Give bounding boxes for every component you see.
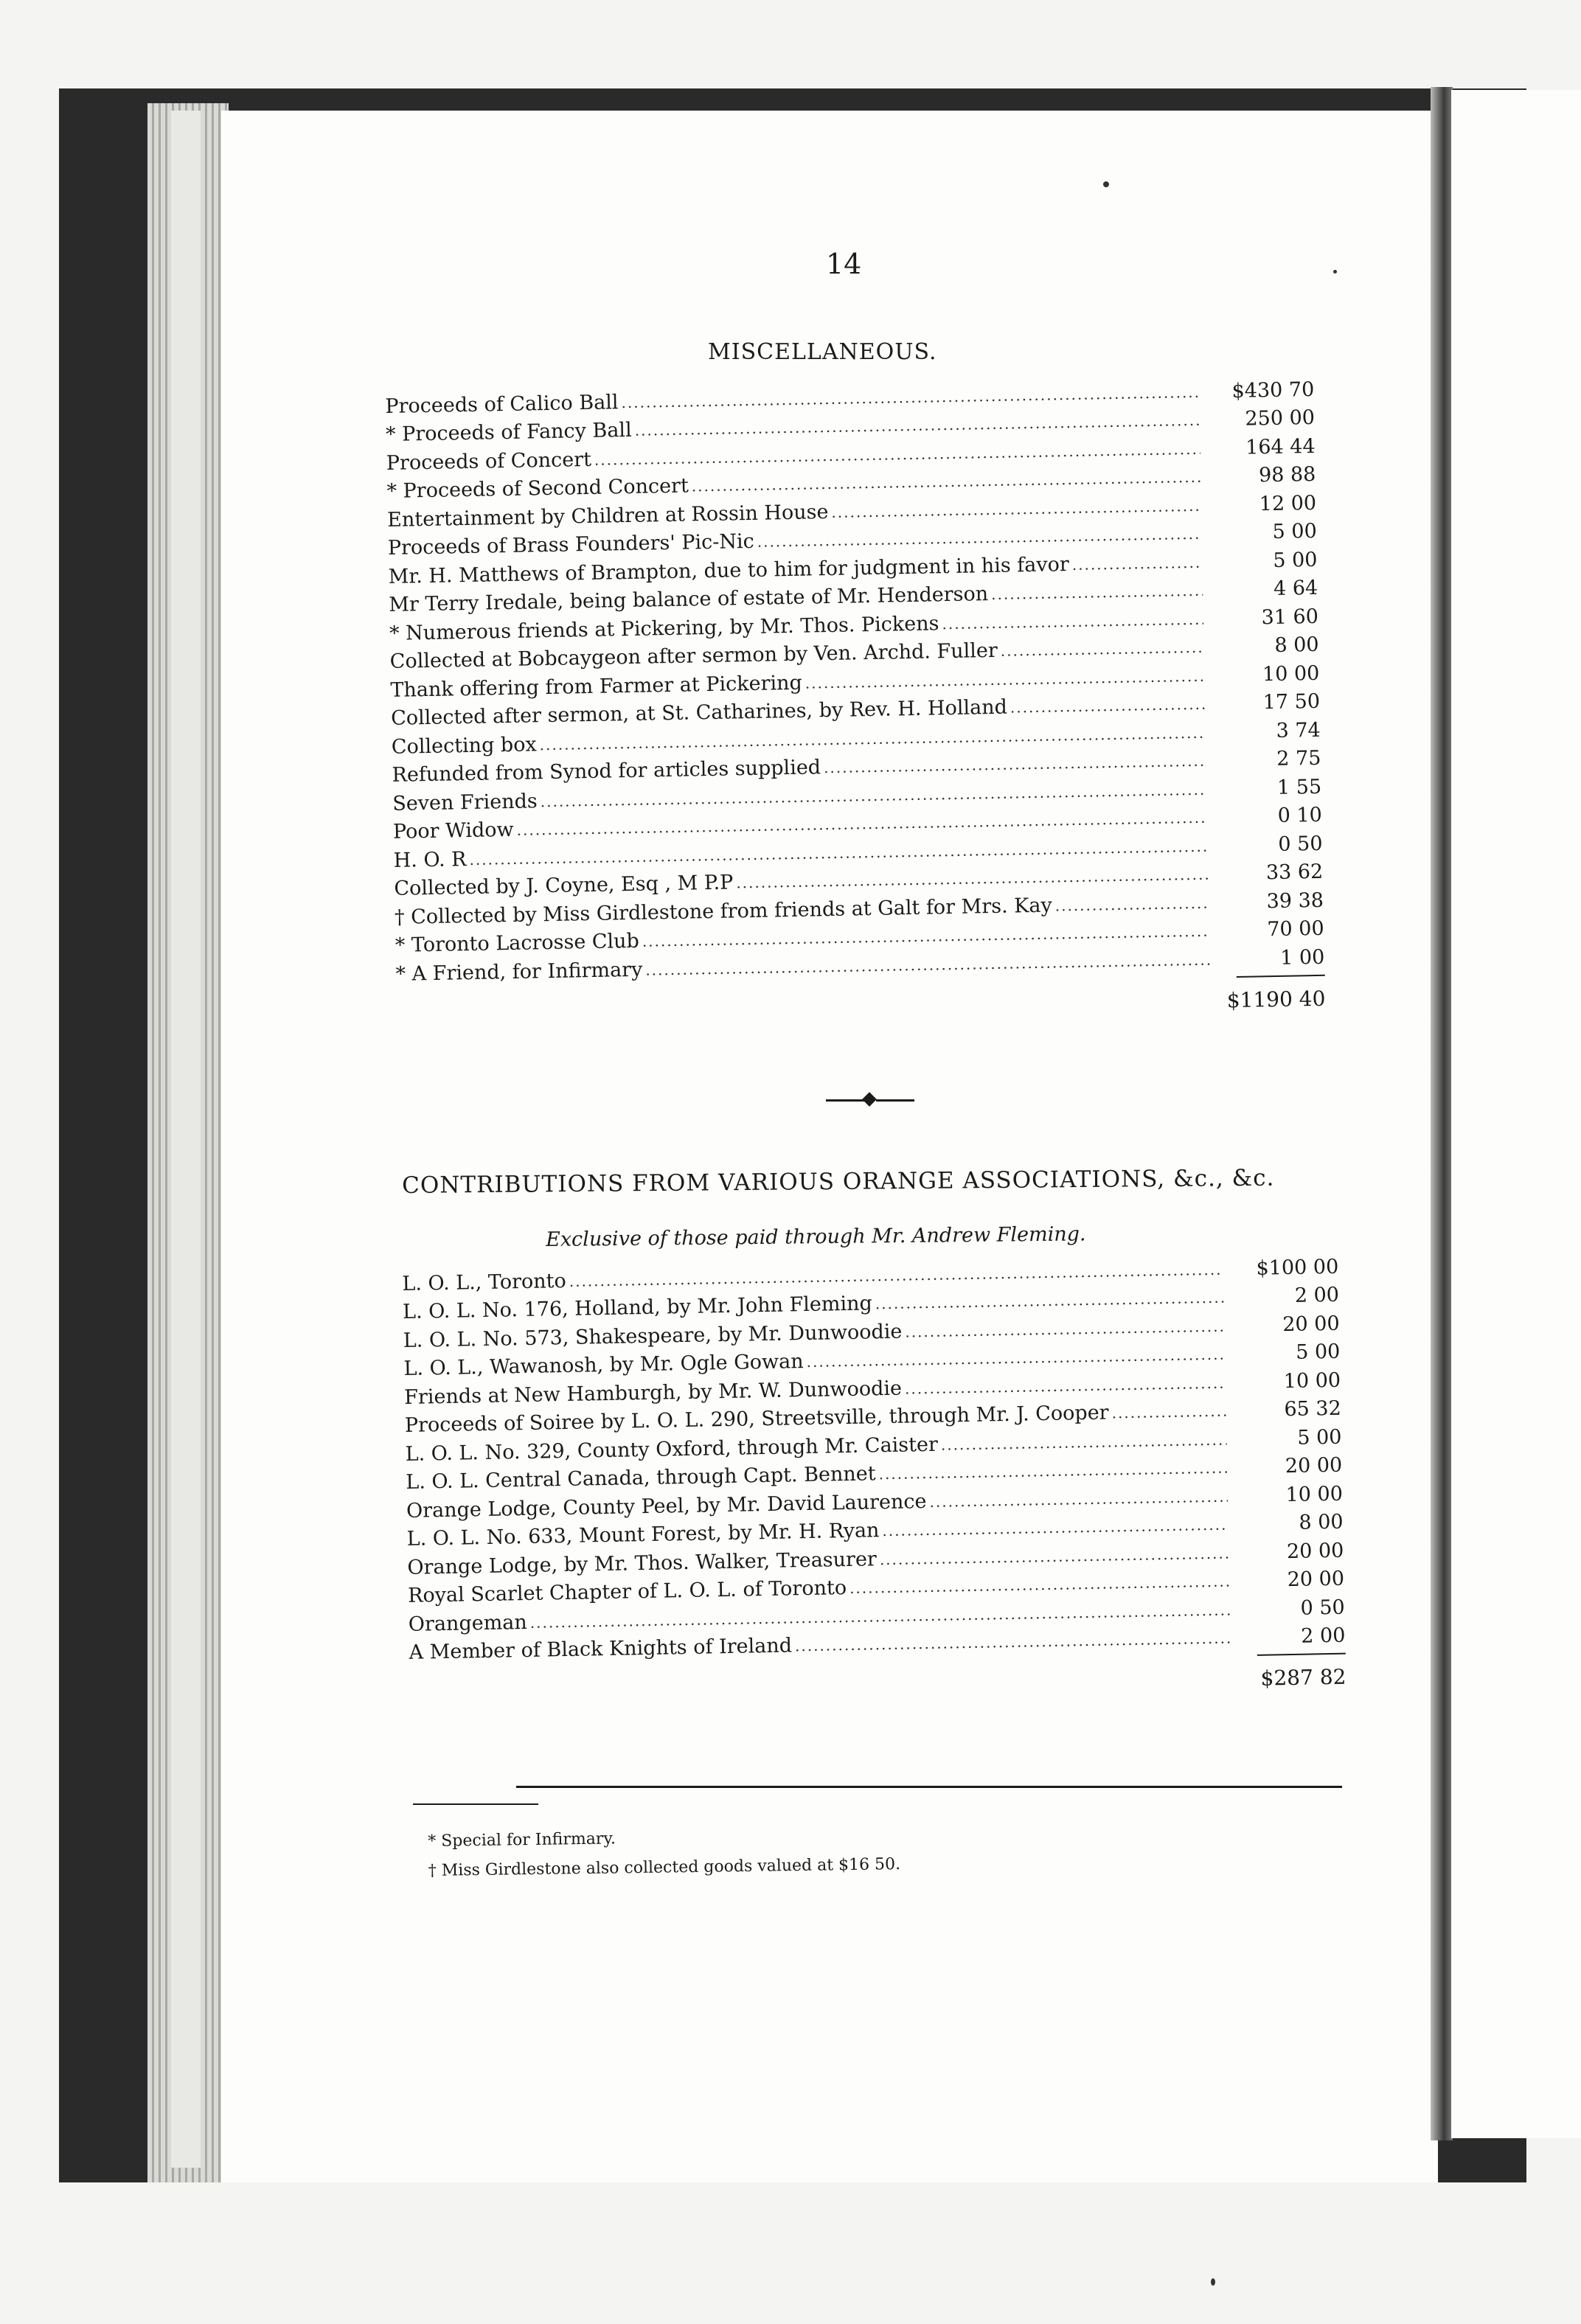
entry-label: Orange Lodge, County Peel, by Mr. David Laurence xyxy=(406,1489,927,1523)
entry-amount: 8 00 xyxy=(1299,1510,1344,1534)
entry-label: Royal Scarlet Chapter of L. O. L. of Toronto xyxy=(407,1576,847,1607)
entry-amount: 98 88 xyxy=(1258,462,1316,487)
entry-amount: 10 00 xyxy=(1283,1368,1341,1393)
miscellaneous-ledger xyxy=(385,372,1326,1027)
entry-amount: 1 00 xyxy=(1279,945,1325,970)
dot-leader xyxy=(1010,695,1206,717)
entry-amount: 31 60 xyxy=(1261,605,1319,629)
entry-amount: 70 00 xyxy=(1267,916,1324,942)
dot-leader xyxy=(795,1629,1231,1655)
facing-page xyxy=(1451,90,1581,2138)
dot-leader xyxy=(942,610,1203,632)
section-divider-ornament xyxy=(826,1093,914,1107)
entry-label: * Proceeds of Second Concert xyxy=(386,474,689,503)
entry-amount: 65 32 xyxy=(1284,1396,1342,1422)
dot-leader xyxy=(1055,894,1209,914)
miscellaneous-entries xyxy=(385,372,1325,985)
dot-leader xyxy=(905,1317,1225,1340)
entry-label: Collected at Bobcaygeon after sermon by Ven. Archd. Fuller xyxy=(389,639,998,673)
entry-amount: $430 70 xyxy=(1231,378,1315,403)
dot-leader xyxy=(1001,639,1204,660)
dot-leader xyxy=(1111,1402,1226,1422)
orange-associations-ledger xyxy=(402,1250,1347,1706)
entry-amount: 20 00 xyxy=(1286,1539,1344,1563)
scan-speck xyxy=(1211,2278,1215,2286)
entry-amount: 2 00 xyxy=(1300,1624,1346,1648)
entry-amount: 5 00 xyxy=(1295,1340,1341,1364)
entry-label: Mr Terry Iredale, being balance of estate of Mr. Henderson xyxy=(389,582,989,616)
entry-label: Proceeds of Concert xyxy=(386,448,592,475)
entry-label: Entertainment by Children at Rossin House xyxy=(386,500,829,532)
entry-label: Proceeds of Soiree by L. O. L. 290, Streetsville, through Mr. J. Cooper xyxy=(404,1401,1109,1437)
entry-label: L. O. L., Toronto xyxy=(402,1269,566,1295)
footer-rule-long xyxy=(516,1786,1342,1788)
orange-associations-subtitle: Exclusive of those paid through Mr. Andrew Fleming. xyxy=(546,1222,1086,1251)
footnote-girdlestone-goods: † Miss Girdlestone also collected goods valued at $16 50. xyxy=(428,1855,901,1880)
entry-amount: 5 00 xyxy=(1273,548,1318,572)
entry-amount: 1 55 xyxy=(1276,775,1322,799)
ornament-line-left xyxy=(826,1099,864,1102)
footnotes xyxy=(428,1820,900,1886)
footnote-special-infirmary: * Special for Infirmary. xyxy=(428,1829,616,1851)
entry-amount: 3 74 xyxy=(1276,718,1321,742)
entry-amount: 4 64 xyxy=(1273,576,1318,600)
miscellaneous-total-rule xyxy=(1237,974,1325,977)
entry-amount: $100 00 xyxy=(1256,1255,1339,1280)
entry-label: Collecting box xyxy=(391,732,537,759)
dot-leader xyxy=(1072,553,1203,573)
page-number: 14 xyxy=(826,248,862,280)
entry-label: Refunded from Synod for articles supplied xyxy=(392,756,821,787)
entry-amount: 164 44 xyxy=(1245,434,1316,459)
entry-label: Poor Widow xyxy=(392,818,514,843)
entry-label: † Collected by Miss Girdlestone from friends at Galt for Mrs. Kay xyxy=(394,894,1053,929)
entry-label: Thank offering from Farmer at Pickering xyxy=(390,671,803,702)
entry-label: * Proceeds of Fancy Ball xyxy=(385,418,632,446)
entry-amount: 20 00 xyxy=(1285,1453,1343,1478)
entry-amount: 2 00 xyxy=(1294,1283,1340,1307)
entry-amount: 5 00 xyxy=(1272,519,1318,543)
entry-amount: 8 00 xyxy=(1274,633,1319,657)
scan-speck xyxy=(1103,181,1109,187)
entry-amount: 250 00 xyxy=(1245,406,1316,431)
entry-amount: 17 50 xyxy=(1262,689,1321,714)
dot-leader xyxy=(991,582,1203,603)
entry-amount: 39 38 xyxy=(1266,888,1324,913)
entry-label: Collected by J. Coyne, Esq , M P.P xyxy=(394,871,734,900)
miscellaneous-total: $1190 40 xyxy=(1226,986,1326,1012)
orange-associations-entries xyxy=(402,1250,1346,1664)
entry-amount: 20 00 xyxy=(1282,1312,1340,1336)
entry-label: Friends at New Hamburgh, by Mr. W. Dunwoodie xyxy=(403,1377,903,1409)
orange-associations-total: $287 82 xyxy=(1260,1664,1347,1691)
dot-leader xyxy=(905,1374,1226,1397)
ornament-line-right xyxy=(876,1099,914,1102)
dot-leader xyxy=(941,1430,1227,1453)
orange-total-rule xyxy=(1257,1653,1346,1656)
entry-label: * A Friend, for Infirmary xyxy=(395,958,643,986)
footer-rule-short xyxy=(413,1803,538,1805)
entry-label: A Member of Black Knights of Ireland xyxy=(409,1634,793,1664)
entry-amount: 10 00 xyxy=(1285,1482,1344,1506)
entry-label: Proceeds of Brass Founders' Pic-Nic xyxy=(387,529,755,560)
entry-label: L. O. L. No. 329, County Oxford, through Mr. Caister xyxy=(405,1433,939,1466)
entry-amount: 10 00 xyxy=(1262,661,1320,686)
dot-leader xyxy=(645,950,1209,978)
orange-associations-title: CONTRIBUTIONS FROM VARIOUS ORANGE ASSOCIATIONS, &c., &c. xyxy=(402,1164,1275,1199)
entry-label: Orangeman xyxy=(408,1610,528,1636)
entry-label: L. O. L. No. 573, Shakespeare, by Mr. Dunwoodie xyxy=(403,1320,903,1352)
ornament-diamond xyxy=(862,1092,877,1107)
entry-label: L. O. L. No. 633, Mount Forest, by Mr. H. Ryan xyxy=(406,1519,880,1551)
entry-amount: 0 50 xyxy=(1278,832,1323,856)
book-gutter xyxy=(1431,87,1453,2140)
entry-amount: 12 00 xyxy=(1259,491,1317,515)
scan-speck xyxy=(1333,270,1337,274)
entry-label: L. O. L., Wawanosh, by Mr. Ogle Gowan xyxy=(403,1350,804,1380)
entry-label: * Numerous friends at Pickering, by Mr. Thos. Pickens xyxy=(389,611,939,645)
entry-amount: 5 00 xyxy=(1297,1425,1342,1450)
entry-label: Proceeds of Calico Ball xyxy=(385,390,619,418)
entry-label: Mr. H. Matthews of Brampton, due to him for judgment in his favor xyxy=(388,552,1070,588)
dot-leader xyxy=(929,1487,1228,1510)
entry-label: L. O. L. Central Canada, through Capt. Bennet xyxy=(406,1462,876,1494)
entry-label: L. O. L. No. 176, Holland, by Mr. John Fleming xyxy=(402,1292,873,1323)
entry-label: Collected after sermon, at St. Catharines, by Rev. H. Holland xyxy=(390,695,1008,730)
book-page-edge-inner xyxy=(171,111,201,2168)
entry-label: H. O. R xyxy=(393,847,467,872)
entry-amount: 2 75 xyxy=(1276,746,1321,770)
entry-label: * Toronto Lacrosse Club xyxy=(395,929,640,957)
entry-amount: 20 00 xyxy=(1287,1567,1345,1592)
miscellaneous-heading: MISCELLANEOUS. xyxy=(708,339,937,365)
entry-amount: 0 50 xyxy=(1300,1596,1345,1620)
entry-amount: 33 62 xyxy=(1265,860,1324,885)
entry-label: Seven Friends xyxy=(392,789,538,815)
entry-label: Orange Lodge, by Mr. Thos. Walker, Treasurer xyxy=(407,1547,878,1579)
entry-amount: 0 10 xyxy=(1277,803,1323,827)
